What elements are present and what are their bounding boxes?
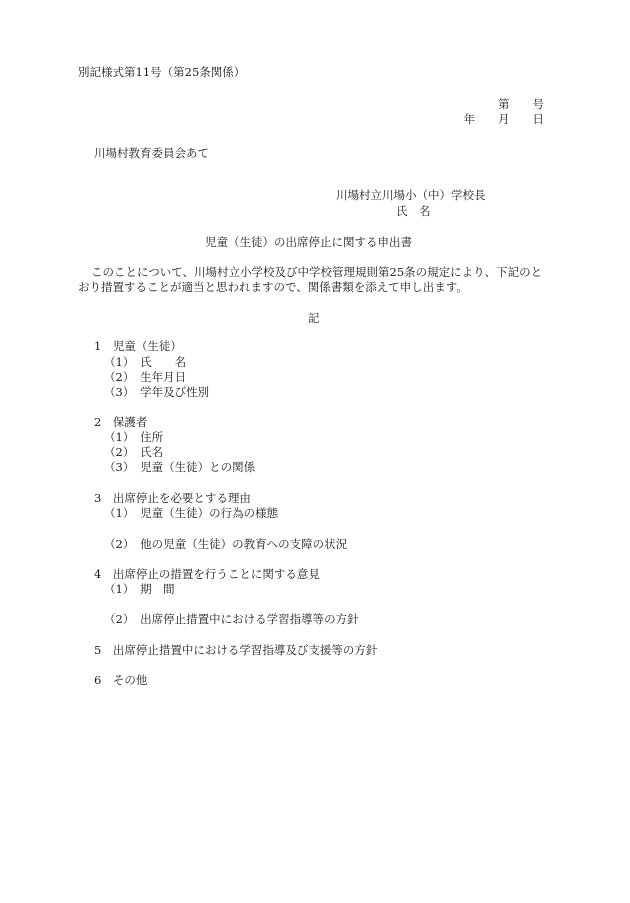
form-label: 別記様式第11号（第25条関係） xyxy=(78,65,246,79)
addressee: 川場村教育委員会あて xyxy=(94,146,209,160)
section-4-heading: 4 出席停止の措置を行うことに関する意見 xyxy=(94,567,320,581)
sender-name: 氏 名 xyxy=(396,204,431,218)
section-6-heading: 6 その他 xyxy=(94,673,148,687)
section-2-heading: 2 保護者 xyxy=(94,415,148,429)
section-3-item-2: （2） 他の児童（生徒）の教育への支障の状況 xyxy=(104,537,348,551)
section-1-item-2: （2） 生年月日 xyxy=(104,370,187,384)
document-date: 年 月 日 xyxy=(463,112,544,126)
section-2-item-3: （3） 児童（生徒）との関係 xyxy=(104,460,256,474)
body-text-line-1: このことについて、川場村立小学校及び中学校管理規則第25条の規定により、下記のと xyxy=(91,265,543,279)
body-text-line-2: おり措置することが適当と思われますので、関係書類を添えて申し出ます。 xyxy=(78,280,468,294)
document-title: 児童（生徒）の出席停止に関する申出書 xyxy=(205,235,412,249)
section-4-item-1: （1） 期 間 xyxy=(104,582,175,596)
section-3-item-1: （1） 児童（生徒）の行為の様態 xyxy=(104,506,279,520)
section-1-item-3: （3） 学年及び性別 xyxy=(104,385,210,399)
section-4-item-2: （2） 出席停止措置中における学習指導等の方針 xyxy=(104,612,359,626)
section-1-item-1: （1） 氏 名 xyxy=(104,355,187,369)
document-number: 第 号 xyxy=(498,97,544,111)
sender-school: 川場村立川場小（中）学校長 xyxy=(336,188,486,202)
ki-heading: 記 xyxy=(308,311,320,325)
section-3-heading: 3 出席停止を必要とする理由 xyxy=(94,491,251,505)
section-2-item-2: （2） 氏名 xyxy=(104,445,164,459)
section-2-item-1: （1） 住所 xyxy=(104,430,164,444)
section-5-heading: 5 出席停止措置中における学習指導及び支援等の方針 xyxy=(94,643,378,657)
section-1-heading: 1 児童（生徒） xyxy=(94,339,182,353)
